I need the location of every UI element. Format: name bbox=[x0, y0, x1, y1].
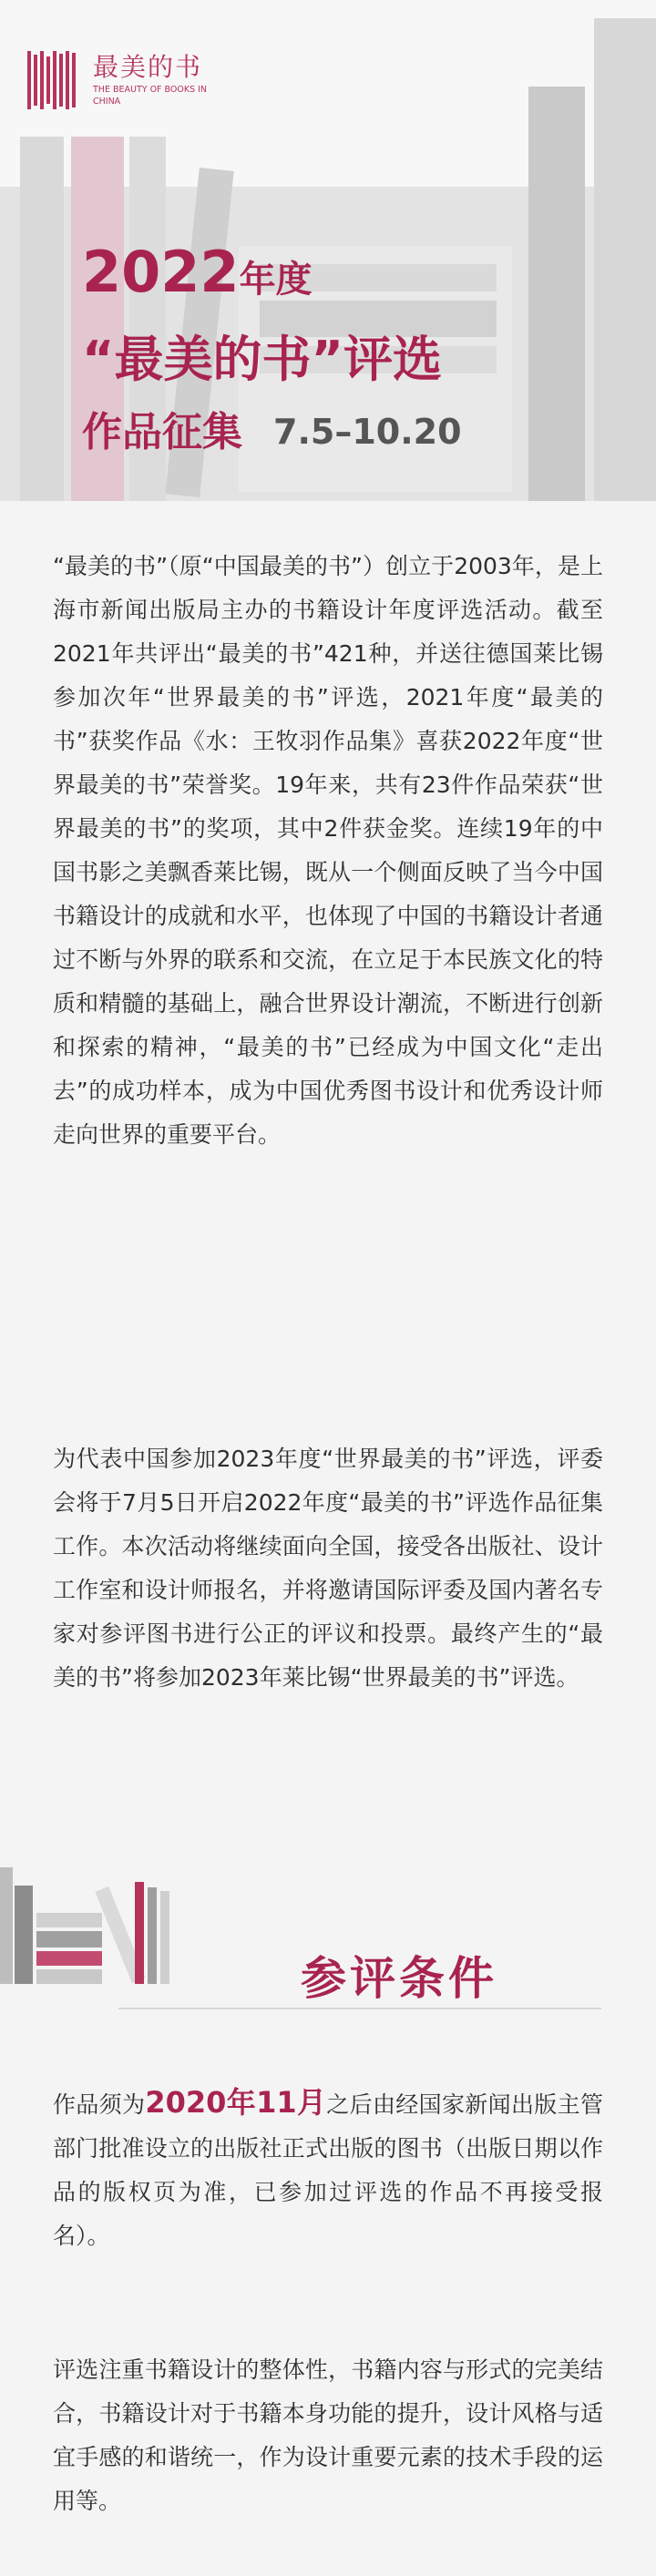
hero-banner bbox=[0, 0, 656, 501]
rule-1-suffix: 之后由经国家新闻出版主管部门批准设立的出版社正式出版的图书（出版日期以作品的版权页为准，已参加过评选的作品不再接受报名）。 bbox=[53, 2091, 603, 2249]
hero-date-range: 7.5–10.20 bbox=[273, 412, 462, 452]
book-shape bbox=[20, 137, 64, 501]
book-shape bbox=[160, 1891, 169, 1984]
book-shape bbox=[36, 1951, 102, 1966]
book-shape bbox=[36, 1931, 102, 1947]
logo-chinese-text: 最美的书 bbox=[93, 52, 203, 82]
hero-year-suffix: 年度 bbox=[239, 259, 313, 301]
rule-1-highlight-date: 2020年11月 bbox=[145, 2085, 327, 2120]
book-shape bbox=[0, 1867, 13, 1984]
rule-1-prefix: 作品须为 bbox=[53, 2091, 146, 2118]
rule-paragraph-1 bbox=[53, 2080, 603, 2258]
section-title: 参评条件 bbox=[301, 1952, 497, 2005]
logo-mark-icon bbox=[27, 51, 75, 109]
book-shape bbox=[36, 1913, 102, 1927]
book-shape bbox=[594, 18, 656, 501]
rule-paragraph-2: 评选注重书籍设计的整体性，书籍内容与形式的完美结合，书籍设计对于书籍本身功能的提升，设计风格与适宜手感的和谐统一，作为设计重要元素的技术手段的运用等。 bbox=[53, 2356, 603, 2514]
hero-year: 2022 bbox=[82, 239, 240, 305]
hero-title: “最美的书”评选 bbox=[82, 331, 442, 388]
intro-paragraph-1: “最美的书”（原“中国最美的书”）创立于2003年，是上海市新闻出版局主办的书籍设计年度评选活动。截至2021年共评出“最美的书”421种，并送往德国莱比锡参加次年“世界最美的书”评选，2021年度“最美的书”获奖作品《水：王牧羽作品集》喜获2022年度“世界最美的书”荣誉奖。19年来，共有23件作品荣获“世界最美的书”的奖项，其中2件获金奖。连续19年的中国书影之美飘香莱比锡，既从一个侧面反映了当今中国书籍设计的成就和水平，也体现了中国的书籍设计者通过不断与外界的联系和交流，在立足于本民族文化的特质和精髓的基础上，融合世界设计潮流，不断进行创新和探索的精神，“最美的书”已经成为中国文化“走出去”的成功样本，成为中国优秀图书设计和优秀设计师走向世界的重要平台。 bbox=[53, 553, 603, 1148]
intro-paragraph-2: 为代表中国参加2023年度“世界最美的书”评选，评委会将于7月5日开启2022年度“最美的书”评选作品征集工作。本次活动将继续面向全国，接受各出版社、设计工作室和设计师报名，并将邀请国际评委及国内著名专家对参评图书进行公正的评议和投票。最终产生的“最美的书”将参加2023年莱比锡“世界最美的书”评选。 bbox=[53, 1446, 603, 1691]
book-shape bbox=[15, 1886, 33, 1984]
hero-subtitle: 作品征集 bbox=[82, 409, 242, 455]
logo-english-text: THE BEAUTY OF BOOKS IN CHINA bbox=[93, 85, 208, 107]
hero-year-line bbox=[82, 239, 313, 305]
book-shape bbox=[148, 1887, 157, 1984]
book-shape bbox=[528, 87, 585, 501]
section-divider bbox=[118, 2008, 601, 2009]
book-shape bbox=[36, 1969, 102, 1984]
book-shape bbox=[135, 1882, 144, 1984]
